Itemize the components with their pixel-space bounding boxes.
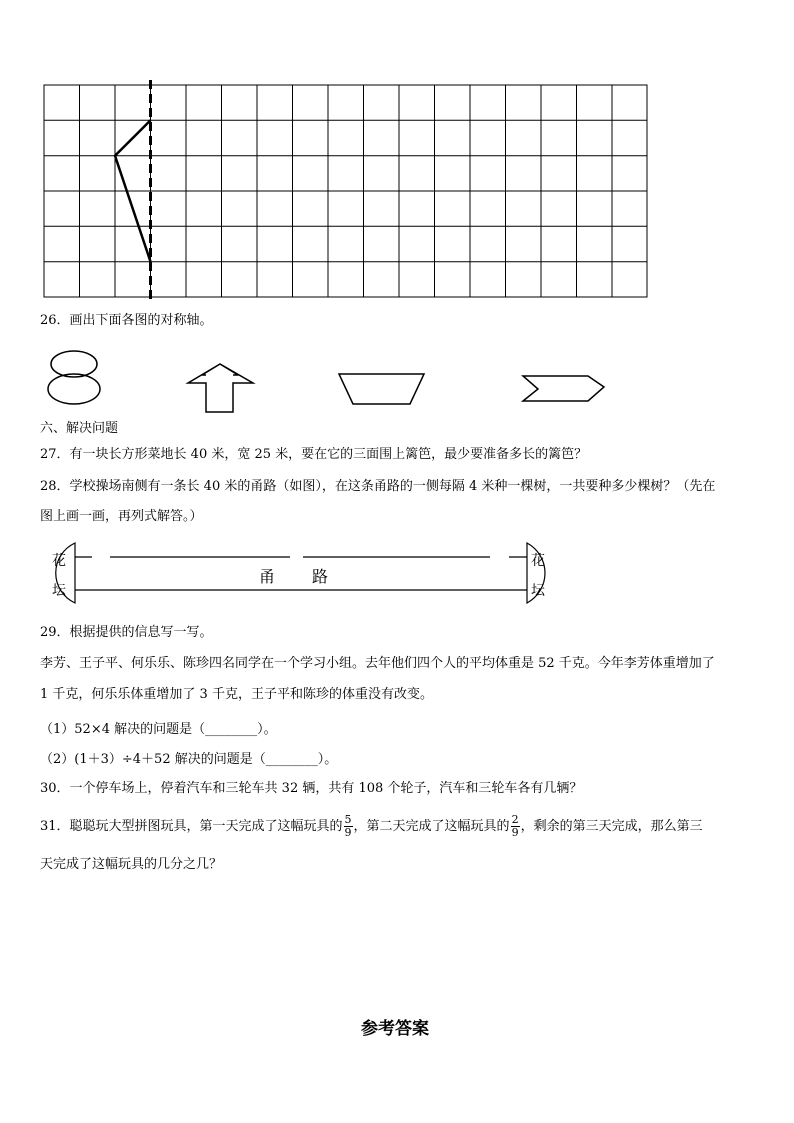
road-diagram — [0, 535, 794, 615]
q31-part3: ，剩余的第三天完成，那么第三 — [520, 819, 703, 834]
grid-lines — [44, 85, 647, 297]
left-bed-char1: 花 — [52, 553, 66, 569]
fraction-five-ninths: $\frac{5}{9}$ — [344, 813, 352, 839]
q29-sub2: （2）(1＋3）÷4＋52 解决的问题是（________）。 — [40, 752, 338, 767]
q29-info-line2: 1 千克，何乐乐体重增加了 3 千克，王子平和陈珍的体重没有改变。 — [40, 687, 433, 702]
section6-heading: 六、解决问题 — [40, 421, 119, 436]
road-char2: 路 — [312, 567, 329, 586]
q31-line1 — [40, 808, 703, 846]
q29-sub1: （1）52×4 解决的问题是（________）。 — [40, 722, 277, 737]
q30-text: 30．一个停车场上，停着汽车和三轮车共 32 辆，共有 108 个轮子，汽车和三轮车各有几辆？ — [40, 781, 583, 796]
q31-part2: ，第二天完成了这幅玩具的 — [353, 819, 510, 834]
q31-part1: 31．聪聪玩大型拼图玩具，第一天完成了这幅玩具的 — [40, 819, 343, 834]
chevron-arrow-icon — [523, 376, 604, 401]
right-bed-char1: 花 — [531, 553, 545, 569]
q29-text: 29．根据提供的信息写一写。 — [40, 625, 213, 640]
q27-text: 27．有一块长方形菜地长 40 米，宽 25 米，要在它的三面围上篱笆，最少要准备多长的篱笆？ — [40, 447, 588, 462]
trapezoid-icon — [339, 374, 424, 404]
q26-text: 26．画出下面各图的对称轴。 — [40, 313, 213, 328]
answer-title: 参考答案 — [361, 1019, 429, 1039]
q28-line2: 图上画一画，再列式解答。） — [40, 509, 203, 524]
tree-arrow-icon — [188, 364, 253, 412]
grid-figure — [0, 0, 794, 320]
q26-shapes — [0, 340, 794, 420]
fraction-two-ninths: $\frac{2}{9}$ — [511, 813, 519, 839]
left-bed-char2: 坛 — [52, 583, 66, 599]
road-char1: 甬 — [259, 567, 276, 586]
q29-info-line1: 李芳、王子平、何乐乐、陈珍四名同学在一个学习小组。去年他们四个人的平均体重是 52 千克。今年李芳体重增加了 — [40, 656, 715, 671]
q31-line2: 天完成了这幅玩具的几分之几？ — [40, 857, 223, 872]
figure-eight-icon — [48, 351, 100, 404]
q28-line1: 28．学校操场南侧有一条长 40 米的甬路（如图），在这条甬路的一侧每隔 4 米种一棵树，一共要种多少棵树？（先在 — [40, 479, 716, 494]
right-bed-char2: 坛 — [531, 583, 545, 599]
